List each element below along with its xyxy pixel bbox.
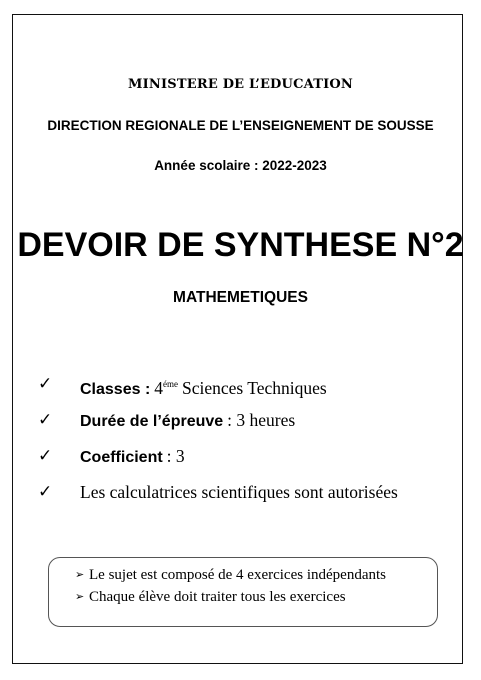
- calculators-note: Les calculatrices scientifiques sont autorisées: [80, 482, 398, 502]
- duration-label: Durée de l’épreuve: [80, 413, 224, 430]
- duration-value: : 3 heures: [227, 410, 296, 430]
- instruction-item: [49, 586, 437, 608]
- coefficient-label: Coefficient: [80, 449, 163, 466]
- ministry-heading: MINISTERE DE L’EDUCATION: [128, 77, 353, 92]
- exam-subject: MATHEMETIQUES: [173, 289, 308, 306]
- classes-superscript: éme: [163, 379, 179, 389]
- school-year: Année scolaire : 2022-2023: [154, 158, 327, 173]
- arrow-icon: ➢: [75, 590, 85, 603]
- arrow-icon: ➢: [75, 568, 85, 581]
- exam-title: DEVOIR DE SYNTHESE N°2: [17, 226, 464, 264]
- info-item-coefficient: [38, 440, 458, 476]
- instructions-box: [48, 557, 438, 627]
- coefficient-value: : 3: [166, 446, 185, 466]
- info-item-classes: [38, 368, 458, 404]
- classes-number: 4: [154, 378, 164, 398]
- check-icon: ✓: [38, 410, 53, 430]
- check-icon: ✓: [38, 482, 53, 502]
- instruction-text: Chaque élève doit traiter tous les exercices: [89, 589, 346, 605]
- check-icon: ✓: [38, 374, 53, 394]
- instruction-text: Le sujet est composé de 4 exercices indépendants: [89, 567, 386, 583]
- instruction-item: [49, 564, 437, 586]
- info-item-duration: [38, 404, 458, 440]
- regional-direction-heading: DIRECTION REGIONALE DE L’ENSEIGNEMENT DE SOUSSE: [47, 118, 434, 133]
- classes-label: Classes :: [80, 381, 151, 398]
- info-item-calculators: [38, 476, 458, 512]
- classes-value: Sciences Techniques: [182, 378, 327, 398]
- exam-info-list: [38, 368, 458, 512]
- check-icon: ✓: [38, 446, 53, 466]
